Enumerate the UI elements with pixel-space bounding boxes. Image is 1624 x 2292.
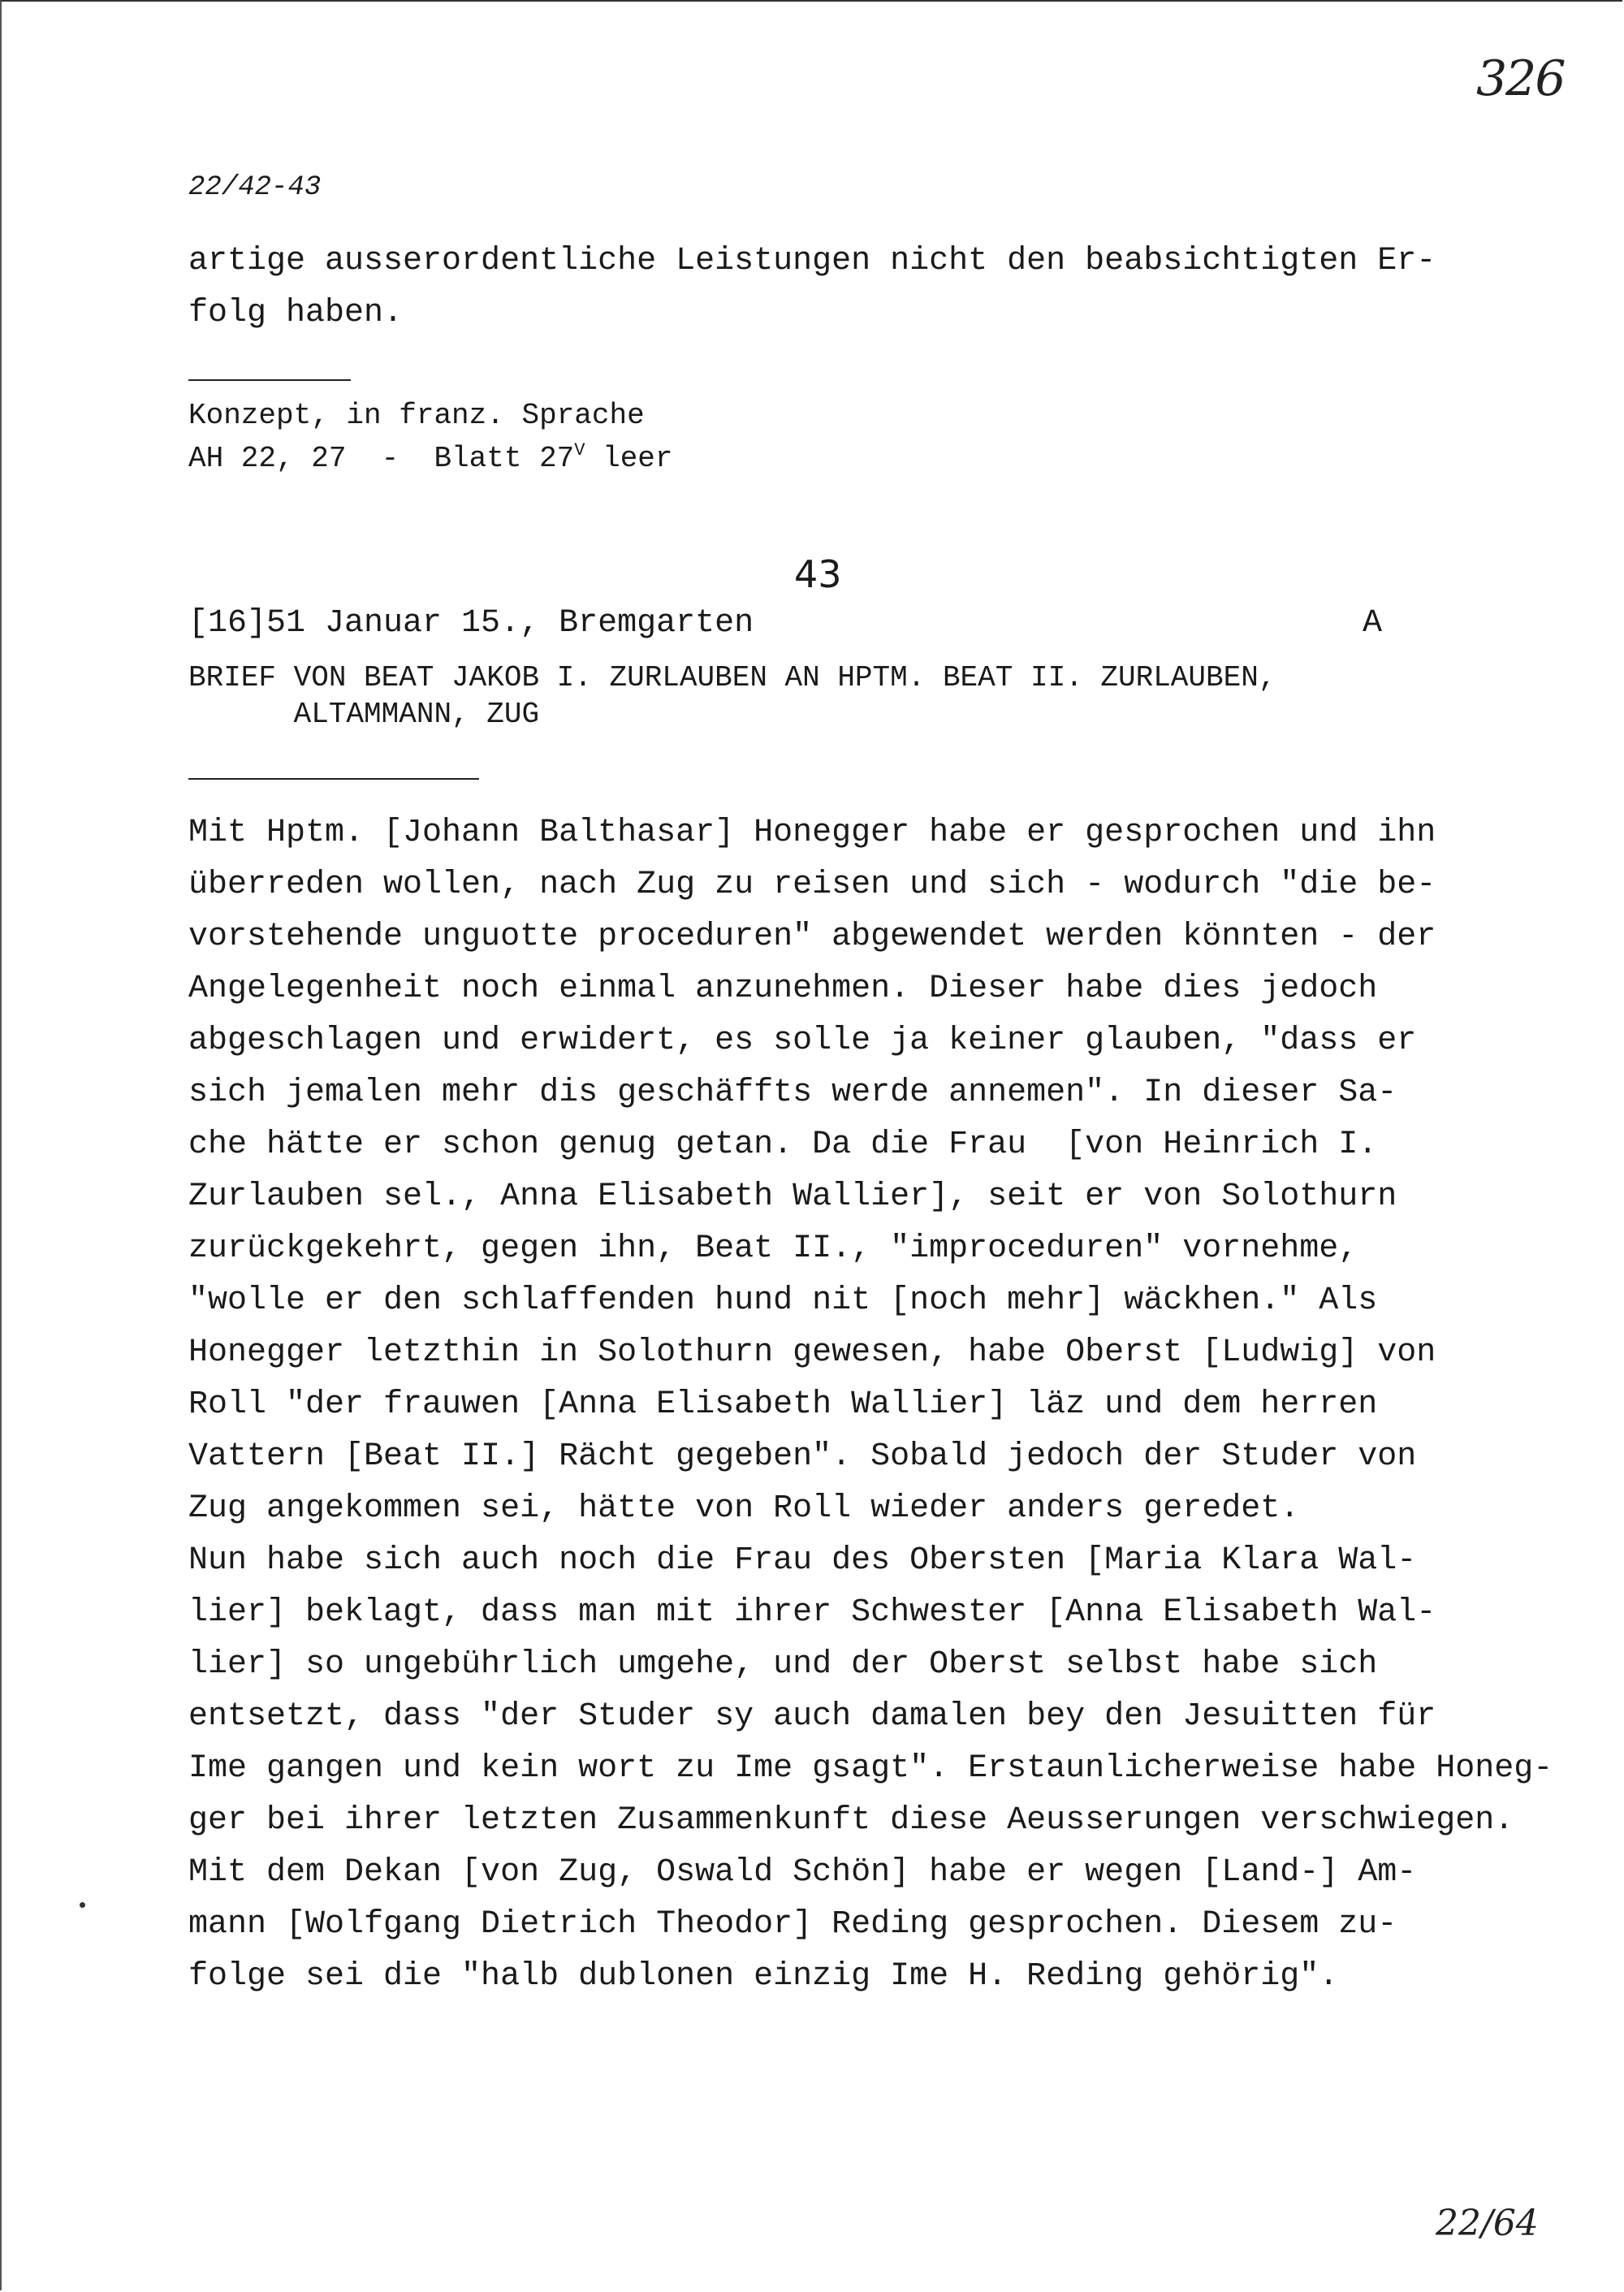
- body-line: entsetzt, dass "der Studer sy auch damalen bey den Jesuitten für: [188, 1698, 1436, 1735]
- body-line: mann [Wolfgang Dietrich Theodor] Reding gesprochen. Diesem zu-: [188, 1906, 1397, 1943]
- continuation-text: [188, 236, 1436, 339]
- body-line: Honegger letzthin in Solothurn gewesen, habe Oberst [Ludwig] von: [188, 1334, 1436, 1371]
- body-line: Zug angekommen sei, hätte von Roll wieder anders geredet.: [188, 1490, 1300, 1527]
- body-line: Nun habe sich auch noch die Frau des Obersten [Maria Klara Wal-: [188, 1542, 1417, 1579]
- handwritten-page-number: 326: [1476, 50, 1565, 107]
- source-line-2-prefix: AH 22, 27 - Blatt 27: [188, 442, 575, 475]
- source-line-2-suffix: leer: [585, 442, 673, 475]
- document-type-letter: A: [1363, 605, 1383, 642]
- body-line: Roll "der frauwen [Anna Elisabeth Wallier] läz und dem herren: [188, 1386, 1378, 1423]
- body-line: lier] beklagt, dass man mit ihrer Schwester [Anna Elisabeth Wal-: [188, 1594, 1436, 1631]
- title-line-1: BRIEF VON BEAT JAKOB I. ZURLAUBEN AN HPTM. BEAT II. ZURLAUBEN,: [188, 661, 1276, 694]
- divider-rule: [188, 778, 479, 780]
- body-text: [188, 807, 1553, 2003]
- body-line: vorstehende unguotte proceduren" abgewendet werden könnten - der: [188, 919, 1436, 955]
- divider-rule: [188, 379, 351, 381]
- body-line: Angelegenheit noch einmal anzunehmen. Dieser habe dies jedoch: [188, 971, 1378, 1007]
- body-line: Mit dem Dekan [von Zug, Oswald Schön] habe er wegen [Land-] Am-: [188, 1854, 1417, 1891]
- title-line-2: ALTAMMANN, ZUG: [188, 698, 540, 731]
- document-reference: 22/42-43: [188, 172, 322, 203]
- body-line: Mit Hptm. [Johann Balthasar] Honegger habe er gesprochen und ihn: [188, 815, 1436, 851]
- margin-mark: [80, 1902, 85, 1908]
- document-number: 43: [794, 552, 842, 596]
- text-line: artige ausserordentliche Leistungen nicht den beabsichtigten Er-: [188, 243, 1436, 279]
- body-line: "wolle er den schlaffenden hund nit [noch mehr] wäckhen." Als: [188, 1282, 1378, 1319]
- dateline: [16]51 Januar 15., Bremgarten: [188, 605, 754, 642]
- body-line: Ime gangen und kein wort zu Ime gsagt". Erstaunlicherweise habe Honeg-: [188, 1750, 1553, 1787]
- source-line-1: Konzept, in franz. Sprache: [188, 399, 645, 432]
- body-line: folge sei die "halb dublonen einzig Ime H. Reding gehörig".: [188, 1958, 1339, 1995]
- body-line: lier] so ungebührlich umgehe, und der Oberst selbst habe sich: [188, 1646, 1378, 1683]
- verso-superscript: V: [574, 440, 585, 461]
- body-line: überreden wollen, nach Zug zu reisen und sich - wodurch "die be-: [188, 867, 1436, 903]
- body-line: zurückgekehrt, gegen ihn, Beat II., "improceduren" vornehme,: [188, 1230, 1358, 1267]
- text-line: folg haben.: [188, 295, 404, 331]
- body-line: Vattern [Beat II.] Rächt gegeben". Sobald jedoch der Studer von: [188, 1438, 1417, 1475]
- source-note: [188, 398, 673, 476]
- body-line: ger bei ihrer letzten Zusammenkunft diese Aeusserungen verschwiegen.: [188, 1802, 1514, 1839]
- document-title: [188, 659, 1276, 733]
- handwritten-footer-number: 22/64: [1436, 2203, 1539, 2244]
- body-line: abgeschlagen und erwidert, es solle ja keiner glauben, "dass er: [188, 1023, 1417, 1059]
- body-line: che hätte er schon genug getan. Da die Frau [von Heinrich I.: [188, 1127, 1378, 1163]
- body-line: sich jemalen mehr dis geschäffts werde annemen". In dieser Sa-: [188, 1075, 1397, 1111]
- body-line: Zurlauben sel., Anna Elisabeth Wallier], seit er von Solothurn: [188, 1178, 1397, 1215]
